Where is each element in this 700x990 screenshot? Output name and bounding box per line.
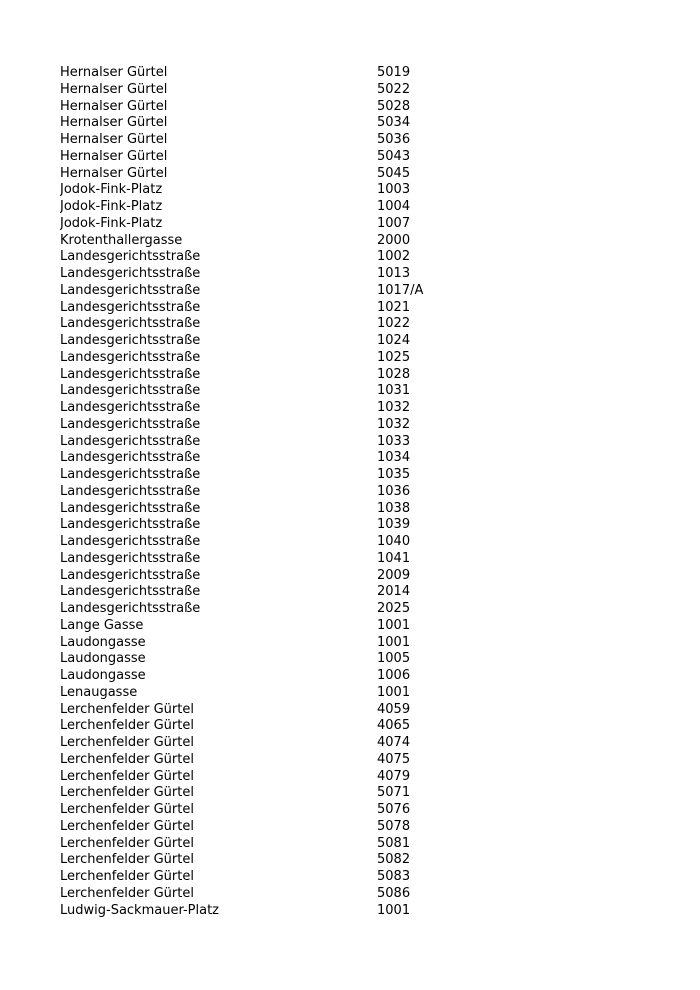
house-number-cell: 5071 <box>377 785 411 801</box>
table-row <box>60 618 660 635</box>
street-name-cell: Landesgerichtsstraße <box>60 383 201 399</box>
table-row <box>60 182 660 199</box>
table-row <box>60 601 660 618</box>
table-row <box>60 283 660 300</box>
house-number-cell: 5083 <box>377 869 411 884</box>
table-row <box>60 434 660 451</box>
table-row <box>60 300 660 317</box>
table-row <box>60 869 660 886</box>
table-row <box>60 501 660 518</box>
table-row <box>60 216 660 233</box>
house-number-cell: 4074 <box>377 735 411 750</box>
street-name-cell: Jodok-Fink-Platz <box>60 215 163 231</box>
street-name-cell: Hernalser Gürtel <box>60 98 168 114</box>
address-table <box>60 65 660 919</box>
street-name-cell: Landesgerichtsstraße <box>60 316 201 332</box>
table-row <box>60 702 660 719</box>
table-row <box>60 233 660 250</box>
street-name-cell: Hernalser Gürtel <box>60 148 168 164</box>
table-row <box>60 668 660 685</box>
table-row <box>60 333 660 350</box>
street-name-cell: Landesgerichtsstraße <box>60 333 201 348</box>
street-name-cell: Hernalser Gürtel <box>60 165 168 181</box>
house-number-cell: 5022 <box>377 81 411 97</box>
table-row <box>60 82 660 99</box>
house-number-cell: 1039 <box>377 517 411 533</box>
table-row <box>60 903 660 920</box>
house-number-cell: 1017/A <box>377 282 424 298</box>
house-number-cell: 5036 <box>377 132 411 147</box>
street-name-cell: Landesgerichtsstraße <box>60 282 201 298</box>
house-number-cell: 1007 <box>377 215 411 231</box>
street-name-cell: Landesgerichtsstraße <box>60 483 201 499</box>
house-number-cell: 1001 <box>377 902 411 918</box>
house-number-cell: 1032 <box>377 416 411 432</box>
street-name-cell: Landesgerichtsstraße <box>60 366 201 382</box>
table-row <box>60 819 660 836</box>
house-number-cell: 1005 <box>377 651 411 667</box>
table-row <box>60 584 660 601</box>
street-name-cell: Landesgerichtsstraße <box>60 550 201 566</box>
street-name-cell: Lerchenfelder Gürtel <box>60 768 194 784</box>
street-name-cell: Hernalser Gürtel <box>60 81 168 97</box>
table-row <box>60 383 660 400</box>
house-number-cell: 5081 <box>377 835 411 851</box>
house-number-cell: 4059 <box>377 701 411 717</box>
street-name-cell: Landesgerichtsstraße <box>60 433 201 449</box>
house-number-cell: 1040 <box>377 534 411 549</box>
street-name-cell: Landesgerichtsstraße <box>60 299 201 315</box>
house-number-cell: 1024 <box>377 333 411 348</box>
street-name-cell: Lerchenfelder Gürtel <box>60 835 194 851</box>
house-number-cell: 2000 <box>377 232 411 248</box>
table-row <box>60 65 660 82</box>
house-number-cell: 1001 <box>377 684 411 700</box>
house-number-cell: 1013 <box>377 266 411 281</box>
street-name-cell: Lerchenfelder Gürtel <box>60 751 194 767</box>
street-name-cell: Lerchenfelder Gürtel <box>60 802 194 817</box>
table-row <box>60 166 660 183</box>
house-number-cell: 1001 <box>377 617 411 633</box>
table-row <box>60 551 660 568</box>
house-number-cell: 1002 <box>377 249 411 265</box>
house-number-cell: 2014 <box>377 584 411 600</box>
house-number-cell: 2009 <box>377 567 411 583</box>
street-name-cell: Lange Gasse <box>60 617 144 633</box>
street-name-cell: Landesgerichtsstraße <box>60 416 201 432</box>
street-name-cell: Landesgerichtsstraße <box>60 400 201 415</box>
table-row <box>60 802 660 819</box>
house-number-cell: 1006 <box>377 668 411 683</box>
house-number-cell: 1035 <box>377 467 411 482</box>
house-number-cell: 1034 <box>377 450 411 466</box>
table-row <box>60 266 660 283</box>
house-number-cell: 1031 <box>377 383 411 399</box>
table-row <box>60 685 660 702</box>
street-name-cell: Lerchenfelder Gürtel <box>60 818 194 834</box>
table-row <box>60 350 660 367</box>
table-row <box>60 785 660 802</box>
house-number-cell: 5034 <box>377 115 411 131</box>
table-row <box>60 400 660 417</box>
street-name-cell: Lerchenfelder Gürtel <box>60 885 194 901</box>
street-name-cell: Lerchenfelder Gürtel <box>60 869 194 884</box>
house-number-cell: 1004 <box>377 199 411 214</box>
street-name-cell: Jodok-Fink-Platz <box>60 182 163 198</box>
table-row <box>60 249 660 266</box>
street-name-cell: Laudongasse <box>60 668 146 683</box>
street-name-cell: Landesgerichtsstraße <box>60 266 201 281</box>
house-number-cell: 5043 <box>377 148 411 164</box>
street-name-cell: Lerchenfelder Gürtel <box>60 852 194 868</box>
house-number-cell: 1022 <box>377 316 411 332</box>
table-row <box>60 735 660 752</box>
street-name-cell: Landesgerichtsstraße <box>60 450 201 466</box>
table-row <box>60 568 660 585</box>
house-number-cell: 1028 <box>377 366 411 382</box>
street-name-cell: Landesgerichtsstraße <box>60 534 201 549</box>
table-row <box>60 484 660 501</box>
table-row <box>60 836 660 853</box>
table-row <box>60 132 660 149</box>
street-name-cell: Hernalser Gürtel <box>60 132 168 147</box>
street-name-cell: Landesgerichtsstraße <box>60 517 201 533</box>
table-row <box>60 534 660 551</box>
table-row <box>60 852 660 869</box>
house-number-cell: 4065 <box>377 718 411 734</box>
street-name-cell: Hernalser Gürtel <box>60 65 168 80</box>
house-number-cell: 1021 <box>377 299 411 315</box>
street-name-cell: Ludwig-Sackmauer-Platz <box>60 902 219 918</box>
street-name-cell: Jodok-Fink-Platz <box>60 199 163 214</box>
street-name-cell: Landesgerichtsstraße <box>60 500 201 516</box>
street-name-cell: Landesgerichtsstraße <box>60 601 201 616</box>
house-number-cell: 1003 <box>377 182 411 198</box>
table-row <box>60 99 660 116</box>
table-row <box>60 769 660 786</box>
table-row <box>60 517 660 534</box>
house-number-cell: 5045 <box>377 165 411 181</box>
house-number-cell: 4079 <box>377 768 411 784</box>
street-name-cell: Lerchenfelder Gürtel <box>60 735 194 750</box>
street-name-cell: Lerchenfelder Gürtel <box>60 701 194 717</box>
street-name-cell: Landesgerichtsstraße <box>60 249 201 265</box>
house-number-cell: 4075 <box>377 751 411 767</box>
table-row <box>60 367 660 384</box>
house-number-cell: 1025 <box>377 349 411 365</box>
table-row <box>60 718 660 735</box>
table-row <box>60 115 660 132</box>
house-number-cell: 1032 <box>377 400 411 415</box>
house-number-cell: 1036 <box>377 483 411 499</box>
street-name-cell: Landesgerichtsstraße <box>60 584 201 600</box>
house-number-cell: 5082 <box>377 852 411 868</box>
street-name-cell: Lerchenfelder Gürtel <box>60 785 194 801</box>
house-number-cell: 5028 <box>377 98 411 114</box>
house-number-cell: 5078 <box>377 818 411 834</box>
house-number-cell: 1038 <box>377 500 411 516</box>
table-row <box>60 651 660 668</box>
street-name-cell: Laudongasse <box>60 634 146 650</box>
house-number-cell: 5019 <box>377 65 411 80</box>
house-number-cell: 1041 <box>377 550 411 566</box>
house-number-cell: 1001 <box>377 634 411 650</box>
table-row <box>60 199 660 216</box>
table-row <box>60 417 660 434</box>
street-name-cell: Lenaugasse <box>60 684 138 700</box>
table-row <box>60 635 660 652</box>
house-number-cell: 2025 <box>377 601 411 616</box>
street-name-cell: Lerchenfelder Gürtel <box>60 718 194 734</box>
table-row <box>60 450 660 467</box>
street-name-cell: Hernalser Gürtel <box>60 115 168 131</box>
table-row <box>60 467 660 484</box>
house-number-cell: 1033 <box>377 433 411 449</box>
street-name-cell: Landesgerichtsstraße <box>60 567 201 583</box>
table-row <box>60 752 660 769</box>
table-row <box>60 316 660 333</box>
street-name-cell: Laudongasse <box>60 651 146 667</box>
street-name-cell: Landesgerichtsstraße <box>60 467 201 482</box>
street-name-cell: Landesgerichtsstraße <box>60 349 201 365</box>
street-name-cell: Krotenthallergasse <box>60 232 183 248</box>
table-row <box>60 886 660 903</box>
house-number-cell: 5076 <box>377 802 411 817</box>
table-row <box>60 149 660 166</box>
house-number-cell: 5086 <box>377 885 411 901</box>
